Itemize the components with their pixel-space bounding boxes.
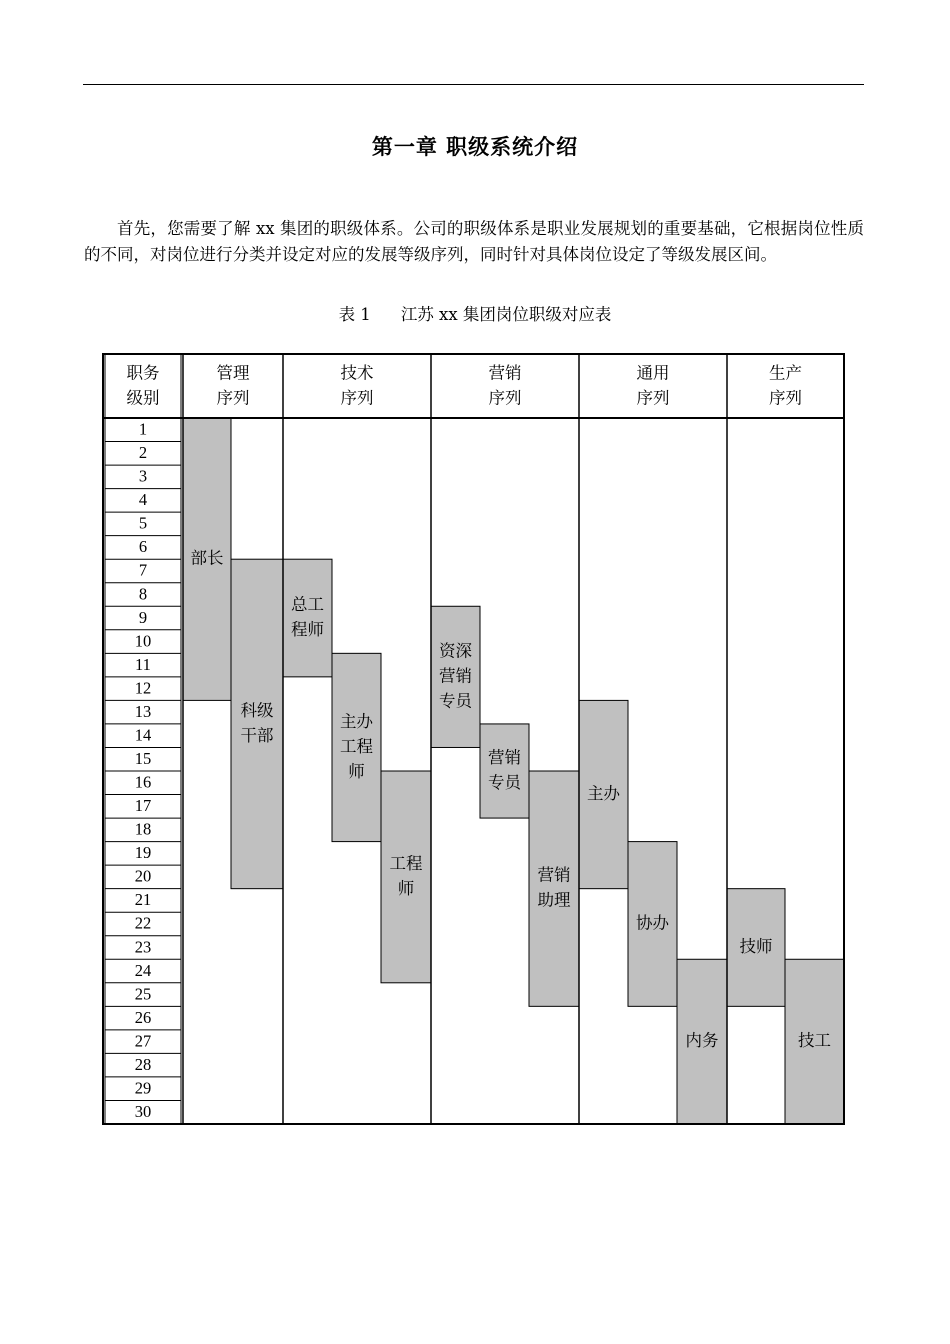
position-label: 师 [348,761,365,781]
grade-number: 12 [134,678,152,698]
grade-number: 5 [138,513,148,533]
grade-number: 30 [134,1102,152,1122]
intro-paragraph: 首先，您需要了解 xx 集团的职级体系。公司的职级体系是职业发展规划的重要基础，它根据岗位性质的不同，对岗位进行分类并设定对应的发展等级序列，同时针对具体岗位设定了等级发展区间。 [84,219,864,264]
grade-number: 2 [138,443,148,463]
grade-number: 14 [134,725,152,745]
position-box [231,559,283,888]
header-grade-label: 级别 [126,388,160,408]
grade-number: 17 [134,796,152,816]
grade-number: 26 [134,1007,152,1027]
position-label: 专员 [439,691,472,711]
position-label: 程师 [291,620,324,640]
grade-number: 3 [138,466,148,486]
sequence-header: 序列 [216,388,250,408]
table-caption-number: 表 1 [338,305,371,324]
position-label: 助理 [537,890,571,910]
grade-number: 16 [134,772,152,792]
position-label: 技工 [798,1031,831,1051]
position-label: 资深 [439,641,472,661]
grade-number: 25 [134,984,152,1004]
grade-number: 15 [134,749,152,769]
grade-number: 6 [138,537,148,557]
grade-number: 27 [134,1031,152,1051]
sequence-header: 序列 [488,388,522,408]
sequence-header: 序列 [636,388,670,408]
grade-number: 10 [134,631,152,651]
position-label: 部长 [190,548,224,568]
sequence-header: 营销 [488,363,522,383]
grade-number: 18 [134,819,152,839]
position-label: 营销 [439,666,472,686]
grade-number: 7 [138,560,148,580]
position-box [283,559,332,677]
position-label: 工程 [340,736,373,756]
position-label: 内务 [685,1031,719,1051]
position-label: 总工 [291,595,324,615]
sequence-header: 通用 [636,363,670,383]
position-label: 技师 [739,937,773,956]
grade-number: 11 [135,654,151,674]
position-label: 专员 [488,773,521,792]
position-label: 主办 [587,784,620,804]
grade-number: 20 [134,866,152,886]
grade-number: 23 [134,937,152,957]
position-label: 协办 [636,913,669,933]
position-box [381,771,431,983]
position-label: 干部 [240,725,274,745]
chapter-title: 第一章 职级系统介绍 [371,134,579,159]
grade-number: 29 [134,1078,152,1098]
position-label: 主办 [340,711,373,731]
table-caption-text: 江苏 xx 集团岗位职级对应表 [400,305,612,324]
sequence-header: 生产 [769,363,802,383]
position-label: 营销 [537,865,571,885]
grade-number: 19 [134,843,152,863]
position-box [529,771,579,1006]
position-label: 师 [397,878,415,898]
grade-number: 13 [134,701,152,721]
position-label: 科级 [240,700,274,720]
position-label: 营销 [488,748,521,767]
sequence-header: 序列 [340,388,374,408]
header-grade-label: 职务 [126,363,160,383]
grade-number: 22 [134,913,152,933]
position-box [480,724,529,818]
grade-number: 21 [134,890,152,910]
grade-number: 24 [134,960,152,980]
grade-number: 28 [134,1054,152,1074]
grade-number: 9 [138,607,148,627]
grade-number: 1 [138,419,148,439]
grade-number: 4 [138,490,148,510]
position-label: 工程 [389,853,423,873]
sequence-header: 序列 [769,388,802,408]
sequence-header: 技术 [340,363,374,383]
sequence-header: 管理 [216,363,250,383]
grade-number: 8 [138,584,148,604]
